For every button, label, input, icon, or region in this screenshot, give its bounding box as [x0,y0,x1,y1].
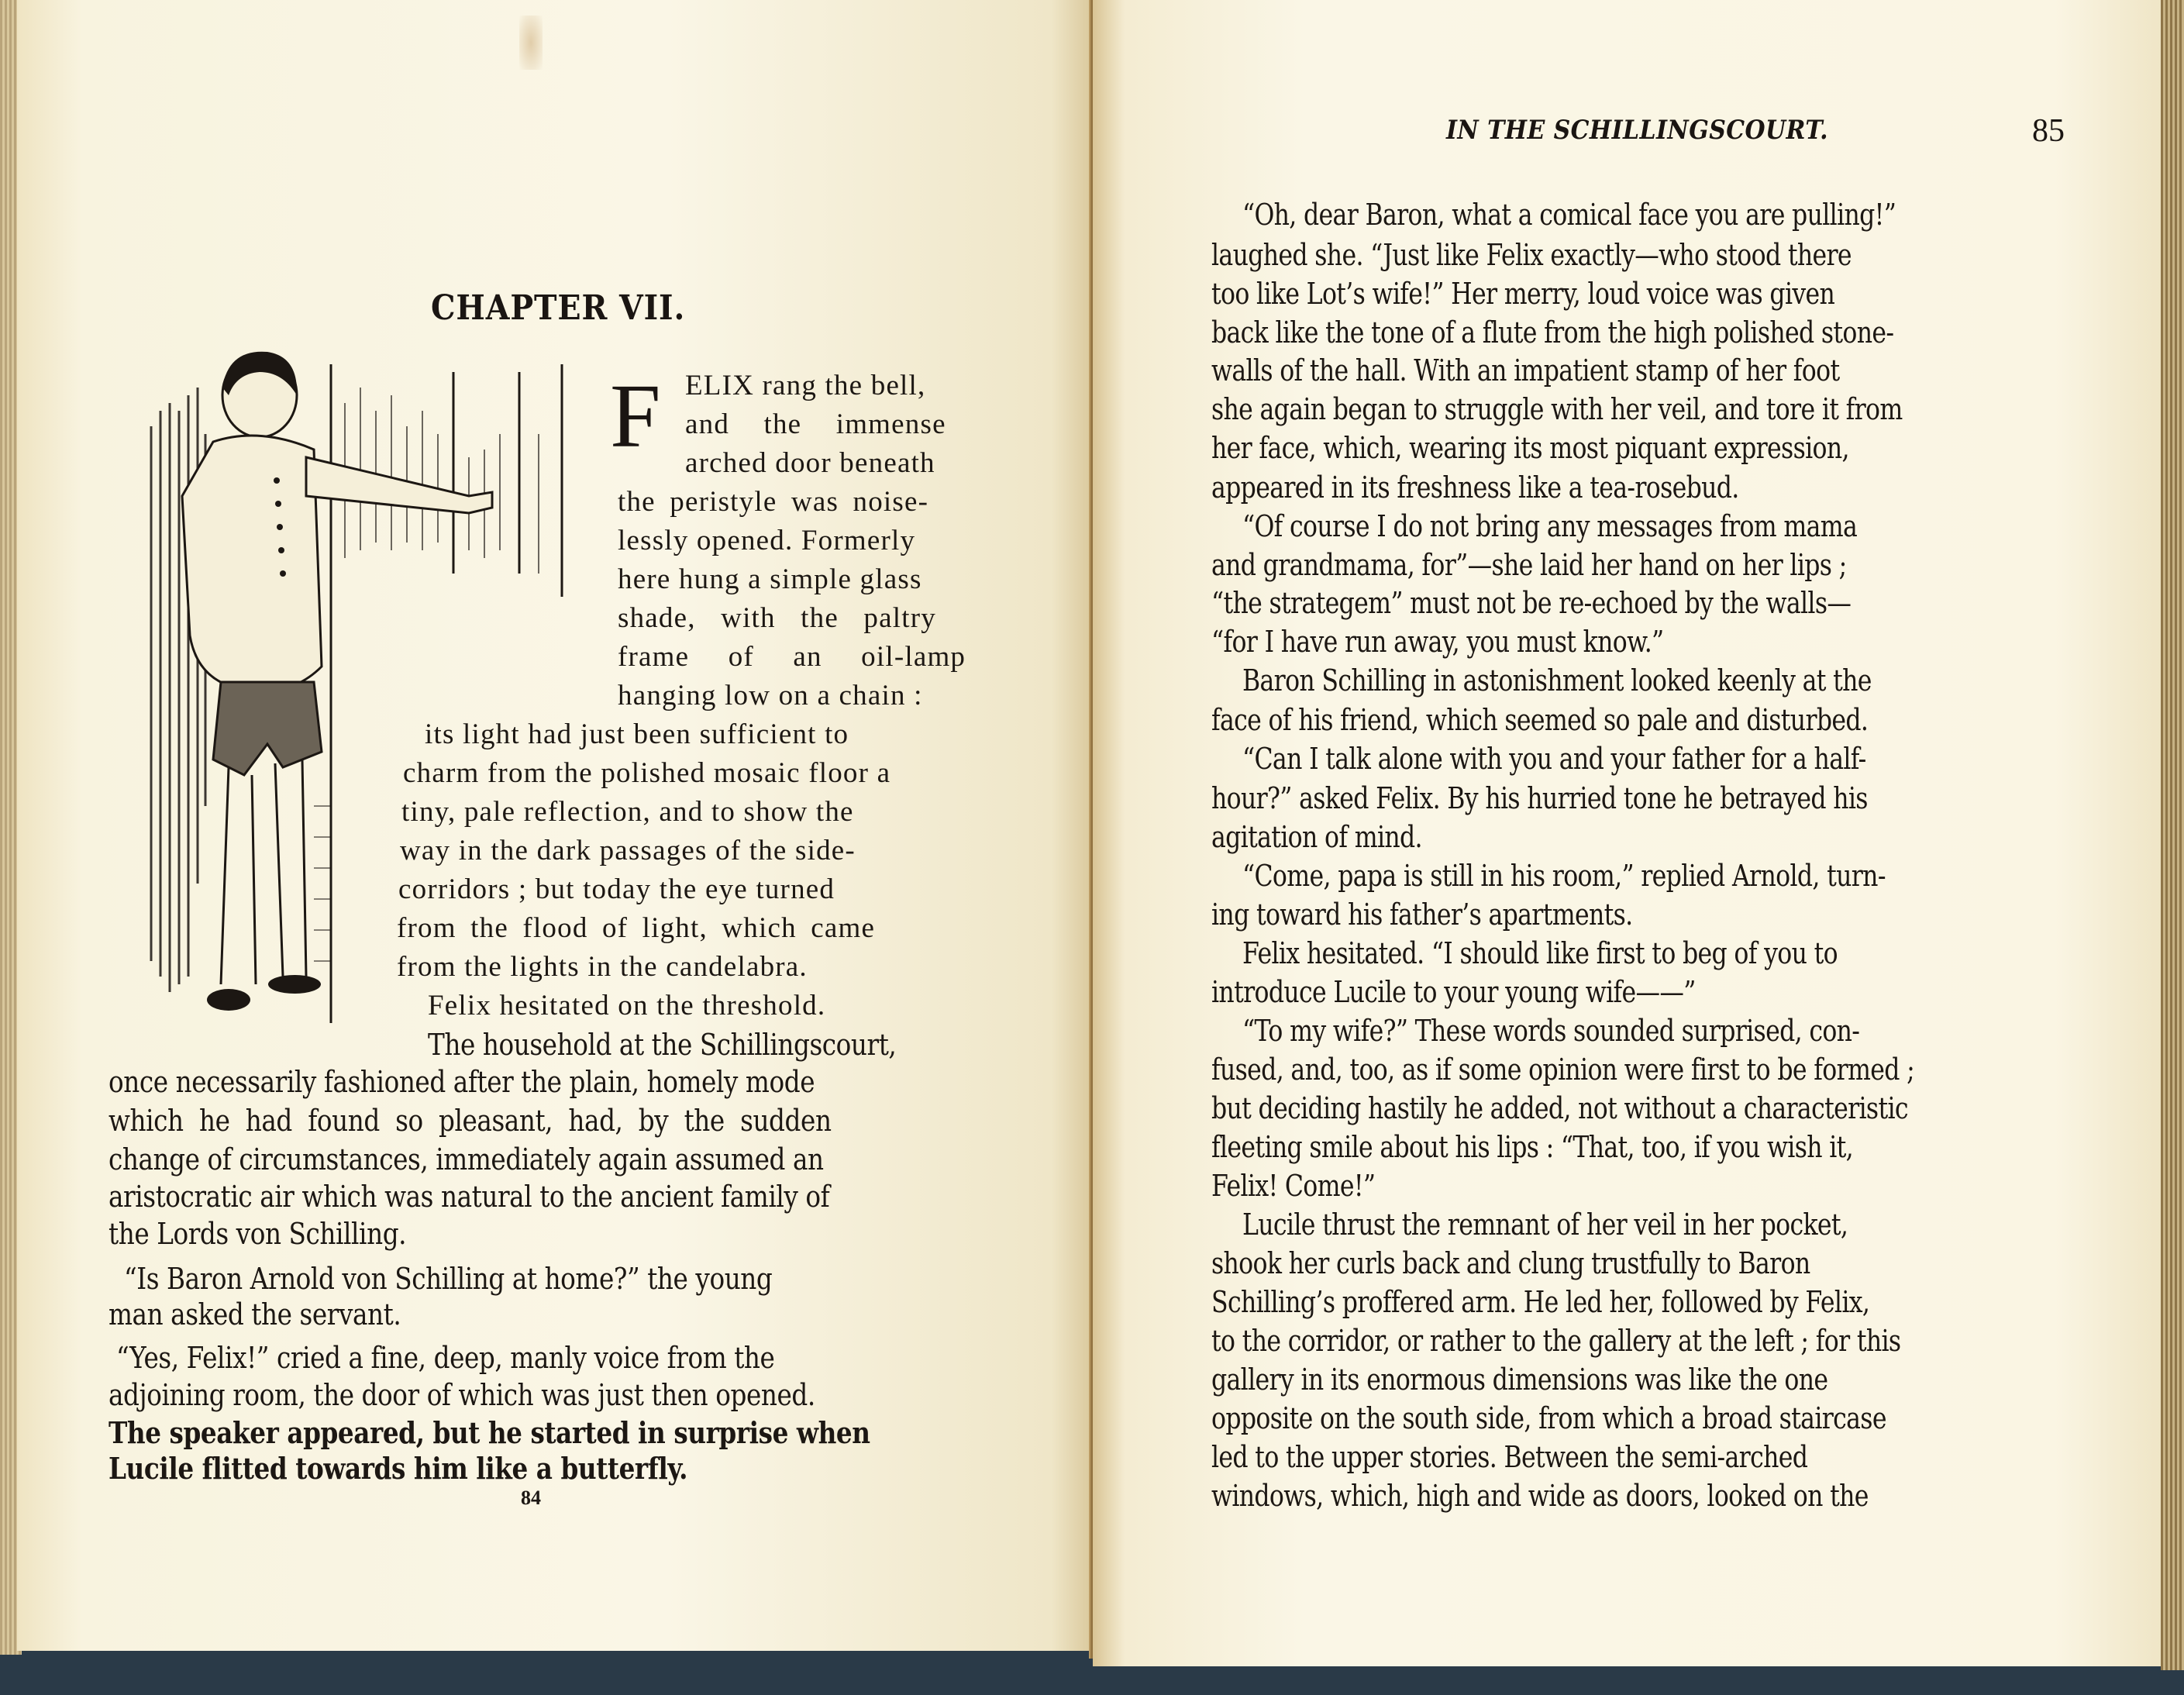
text-line-content: “Oh, dear Baron, what a comical face you are pulling!” [1242,198,1896,232]
text-line [1211,548,2064,582]
text-line: “Is Baron Arnold von Schilling at home?” the young [124,1262,773,1296]
text-line [1211,781,2064,815]
text-line [1211,703,2064,737]
text-line-content: led to the upper stories. Between the semi-arched [1211,1440,1808,1474]
text-line [1211,1440,2064,1474]
text-line: change of circumstances, immediately again assumed an [109,1142,824,1177]
text-line: and the immense [685,408,946,440]
text-line [1211,975,2064,1009]
text-line: Lucile flitted towards him like a butterfly. [109,1451,688,1486]
text-line: the Lords von Schilling. [109,1217,407,1251]
text-line [1211,1014,2064,1048]
text-line: lessly opened. Formerly [618,525,916,556]
text-line-content: fused, and, too, as if some opinion were first to be formed ; [1211,1052,1915,1087]
text-line-content: to the corridor, or rather to the gallery at the left ; for this [1211,1324,1901,1358]
text-line-content: she again began to struggle with her veil, and tore it from [1211,392,1903,426]
right-page-edges [2161,0,2184,1670]
text-line: corridors ; but today the eye turned [398,873,835,905]
text-line-content: ing toward his father’s apartments. [1211,897,1633,932]
engraving-figure [128,341,585,1054]
text-line: hanging low on a chain : [618,680,923,711]
text-line: The speaker appeared, but he started in surprise when [109,1415,870,1450]
text-line-content: windows, which, high and wide as doors, looked on the [1211,1479,1869,1513]
text-line: which he had found so pleasant, had, by the sudden [109,1104,832,1138]
text-line [1211,1401,2064,1435]
text-line [1211,859,2064,893]
text-line [1211,1324,2064,1358]
text-line [1211,1169,2064,1203]
text-line [1211,625,2064,659]
text-line [1211,509,2064,543]
text-line-content: Felix hesitated. “I should like first to beg of you to [1242,936,1838,970]
text-line [1211,820,2064,854]
text-line-content: appeared in its freshness like a tea-rosebud. [1211,470,1739,505]
text-line [1211,586,2064,620]
text-line-content: shook her curls back and clung trustfully to Baron [1211,1246,1810,1280]
text-line-content: introduce Lucile to your young wife——” [1211,975,1696,1009]
felix-illustration [128,341,585,1054]
text-line [1211,1130,2064,1164]
text-line: man asked the servant. [109,1297,401,1332]
text-line: charm from the polished mosaic floor a [403,757,891,789]
text-line-content: her face, which, wearing its most piquant expression, [1211,431,1849,465]
text-line [1211,897,2064,932]
text-line [1211,392,2064,426]
text-line-content: Baron Schilling in astonishment looked keenly at the [1242,663,1872,698]
text-line-content: “for I have run away, you must know.” [1211,625,1664,659]
text-line [1211,1285,2064,1319]
text-line: aristocratic air which was natural to the ancient family of [109,1180,830,1214]
text-line: frame of an oil-lamp [618,641,966,673]
text-line: “Yes, Felix!” cried a fine, deep, manly voice from the [116,1341,775,1375]
text-line-content: back like the tone of a flute from the high polished stone- [1211,315,1894,350]
text-line-content: “To my wife?” These words sounded surprised, con- [1242,1014,1860,1048]
text-line [1211,353,2064,388]
text-line-content: Lucile thrust the remnant of her veil in her pocket, [1242,1208,1848,1242]
text-line [1211,1479,2064,1513]
text-line [1211,936,2064,970]
text-line [1211,1363,2064,1397]
drop-cap: F [610,365,661,467]
text-line [1211,1246,2064,1280]
text-line [1211,1052,2064,1087]
text-line: once necessarily fashioned after the plain, homely mode [109,1065,815,1099]
text-line: tiny, pale reflection, and to show the [401,796,854,828]
text-line: shade, with the paltry [618,602,936,634]
text-line [1211,1091,2064,1125]
text-line-content: but deciding hastily he added, not without a characteristic [1211,1091,1908,1125]
text-line: from the flood of light, which came [397,912,876,944]
text-line-content: fleeting smile about his lips : “That, too, if you wish it, [1211,1130,1854,1164]
text-line [1211,238,2064,272]
text-line-content: opposite on the south side, from which a broad staircase [1211,1401,1886,1435]
text-line-content: Schilling’s proffered arm. He led her, followed by Felix, [1211,1285,1870,1319]
text-line [1211,277,2064,311]
page-number-right: 85 [2032,113,2065,149]
text-line [1211,742,2064,776]
text-line-content: “Can I talk alone with you and your father for a half- [1242,742,1866,776]
text-line-content: laughed she. “Just like Felix exactly—who stood there [1211,238,1852,272]
text-line-content: walls of the hall. With an impatient stamp of her foot [1211,353,1840,388]
text-line-content: “Of course I do not bring any messages from mama [1242,509,1858,543]
text-line-content: too like Lot’s wife!” Her merry, loud voice was given [1211,277,1835,311]
text-line-content: agitation of mind. [1211,820,1422,854]
text-line [1211,431,2064,465]
text-line-content: gallery in its enormous dimensions was like the one [1211,1363,1828,1397]
text-line: The household at the Schillingscourt, [428,1028,897,1062]
text-line [1211,198,2064,232]
text-line: Felix hesitated on the threshold. [428,990,826,1021]
text-line: from the lights in the candelabra. [397,951,808,983]
page-number-left: 84 [521,1487,541,1509]
text-line [1211,663,2064,698]
text-line [1211,470,2064,505]
paper-stain [519,16,543,70]
text-line-content: hour?” asked Felix. By his hurried tone he betrayed his [1211,781,1868,815]
text-line-content: Felix! Come!” [1211,1169,1376,1203]
text-line: the peristyle was noise- [618,486,929,518]
running-head: IN THE SCHILLINGSCOURT. [1446,115,1829,146]
chapter-title: CHAPTER VII. [431,288,686,328]
text-line: way in the dark passages of the side- [400,835,856,866]
text-line: arched door beneath [685,447,935,479]
text-line-content: “Come, papa is still in his room,” replied Arnold, turn- [1242,859,1886,893]
text-line: here hung a simple glass [618,563,922,595]
text-line-content: and grandmama, for”—she laid her hand on her lips ; [1211,548,1847,582]
text-line [1211,315,2064,350]
text-line: ELIX rang the bell, [685,370,926,401]
text-line [1211,1208,2064,1242]
text-line-content: “the strategem” must not be re-echoed by the walls— [1211,586,1852,620]
text-line: its light had just been sufficient to [425,718,849,750]
text-line: adjoining room, the door of which was just then opened. [109,1378,815,1412]
text-line-content: face of his friend, which seemed so pale and disturbed. [1211,703,1869,737]
